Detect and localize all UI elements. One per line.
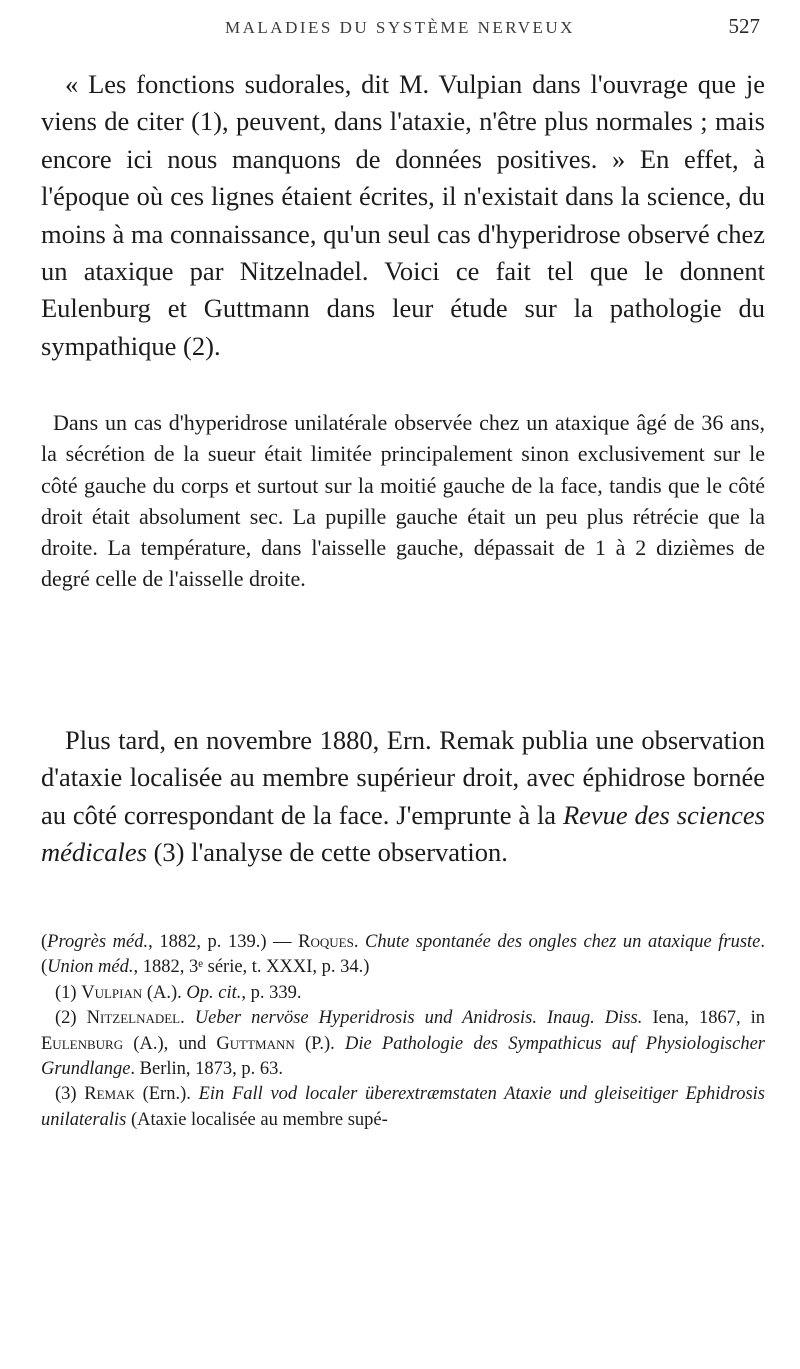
running-title: MALADIES DU SYSTÈME NERVEUX [225,18,575,37]
text: ( [41,932,48,952]
journal-title: Revue des sciences médicales [41,799,765,868]
text: (Ern.). [134,1084,199,1105]
reference: Op. cit. [186,982,242,1003]
source-title: Progrès méd. [47,932,149,952]
text: . [180,1008,195,1029]
paragraph-vulpian-quote: « Les fonctions sudorales, dit M. Vulpian dans l'ouvrage que je viens de citer (1), peuvent, dans l'ataxie, n'être plus normales ; mais encore ici nous manquons de données positives. » En effet, à l'époque où ces lignes étaient écrites, il n'existait dans la science, du moins à ma connaissance, qu'un seul cas d'hyperidrose observé chez un ataxique par Nitzelnadel. Voici ce fait tel que le donnent Eulenburg et Guttmann dans leur étude sur la pathologie du sympathique (2). [41,69,765,361]
author: Roques [298,932,354,952]
source-title: Union méd. [47,957,134,978]
page-number: 527 [728,14,760,38]
text: . [353,932,366,952]
author: Eulenburg [41,1033,124,1054]
author: Remak [84,1084,135,1105]
text: Plus tard, en novembre 1880, Ern. Remak publia une observation d'ataxie localisée au membre supérieur droit, avec éphidrose bornée au côté correspondant de la face. J'emprunte à la [41,725,765,830]
footnote-1 [41,981,765,1006]
text: , p. 339. [241,982,302,1003]
text: (P.). [294,1033,346,1054]
author: Vulpian [81,982,143,1003]
paragraph-case-quote: Dans un cas d'hyperidrose unilatérale observée chez un ataxique âgé de 36 ans, la sécrétion de la sueur était limitée principalement sinon exclusivement sur le côté gauche du corps et surtout sur la moitié gauche de la face, tandis que le côté droit était absolument sec. La pupille gauche était un peu plus rétrécie que la droite. La température, dans l'aisselle gauche, dépassait de 1 à 2 dizièmes de degré celle de l'aisselle droite. [41,410,765,592]
text: (A.). [142,982,187,1003]
paragraph-remak [41,722,765,872]
footnote-number: (2) [55,1008,87,1029]
footnote-number: (3) [55,1084,85,1105]
work-title: Die Pathologie des Sympathicus auf Physiologischer Grundlange [41,1033,765,1080]
text: Iena, 1867, in [642,1008,766,1029]
work-title: Ueber nervöse Hyperidrosis und Anidrosis. Inaug. Diss. [194,1008,643,1029]
text: , 1882, p. 139.) — [148,932,299,952]
work-title: Chute spontanée des ongles chez un ataxique fruste [365,932,761,952]
text: (A.), und [123,1033,217,1054]
footnote-2 [41,1006,765,1082]
footnote-reference [41,930,765,981]
page-header [0,8,800,48]
text: (Ataxie localisée au membre supé- [126,1109,388,1130]
author: Guttmann [216,1033,295,1054]
footnote-number: (1) [55,982,82,1003]
text: , 1882, 3ᵉ série, t. XXXI, p. 34.) [133,957,370,978]
footnote-3 [41,1082,765,1133]
text: (3) l'analyse de cette observation. [146,837,508,868]
footnotes [41,930,765,1133]
work-title: Ein Fall vod localer überextræmstaten Ataxie und gleiseitiger Ephidrosis unilateralis [41,1084,765,1130]
author: Nitzelnadel [86,1008,181,1029]
text: . ( [41,932,766,978]
text: . Berlin, 1873, p. 63. [130,1059,284,1080]
